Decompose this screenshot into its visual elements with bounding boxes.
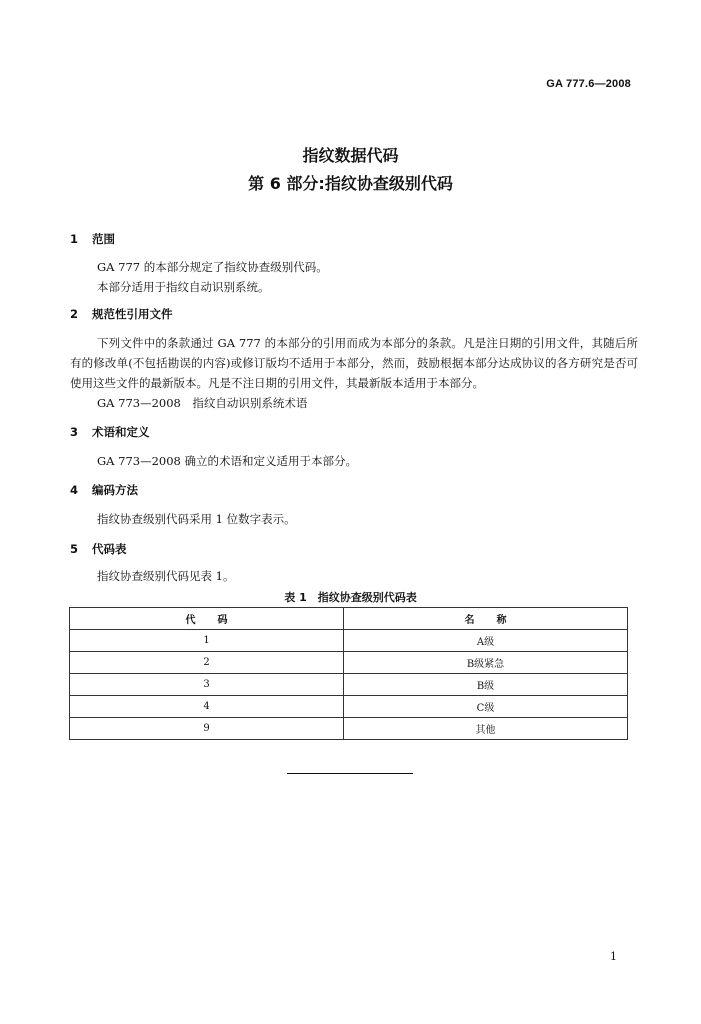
section-1-paragraph-1: GA 777 的本部分规定了指纹协查级别代码。 <box>97 260 328 274</box>
section-number: 2 <box>70 307 79 321</box>
section-5-paragraph-1: 指纹协查级别代码见表 1。 <box>97 569 235 583</box>
column-header-name-label: 名称 <box>464 615 529 626</box>
name-cell: A级 <box>344 630 628 652</box>
section-title: 编码方法 <box>92 483 138 497</box>
table-row <box>70 630 628 652</box>
section-3-heading <box>70 424 150 440</box>
code-cell: 1 <box>70 630 344 652</box>
column-header-code-label: 代码 <box>185 615 250 626</box>
table-row <box>70 674 628 696</box>
name-cell: B级 <box>344 674 628 696</box>
page-number: 1 <box>610 950 617 963</box>
section-title: 规范性引用文件 <box>92 307 173 321</box>
document-code: GA 777.6—2008 <box>546 78 631 90</box>
code-cell: 2 <box>70 652 344 674</box>
section-title: 范围 <box>92 232 115 246</box>
column-header-code <box>70 608 344 630</box>
section-1-paragraph-2: 本部分适用于指纹自动识别系统。 <box>97 280 270 294</box>
code-cell: 9 <box>70 718 344 740</box>
name-cell: B级紧急 <box>344 652 628 674</box>
table-row <box>70 718 628 740</box>
table-header-row <box>70 608 628 630</box>
section-number: 4 <box>70 483 79 497</box>
section-4-heading <box>70 482 138 498</box>
document-subtitle: 第 6 部分:指纹协查级别代码 <box>248 174 453 193</box>
section-number: 1 <box>70 232 79 246</box>
name-cell: C级 <box>344 696 628 718</box>
section-2-heading <box>70 306 173 322</box>
section-title: 代码表 <box>92 542 127 556</box>
section-2-paragraph-1: 下列文件中的条款通过 GA 777 的本部分的引用而成为本部分的条款。凡是注日期的引用文件，其随后所有的修改单(不包括勘误的内容)或修订版均不适用于本部分，然而，鼓励根据本部分达成协议的各方研究是否可使用这些文件的最新版本。凡是不注日期的引用文件，其最新版本适用于本部分。 <box>70 336 638 390</box>
section-4-paragraph-1: 指纹协查级别代码采用 1 位数字表示。 <box>97 512 296 526</box>
table-caption: 表 1 指纹协查级别代码表 <box>284 591 417 604</box>
table-row <box>70 652 628 674</box>
section-3-paragraph-1: GA 773—2008 确立的术语和定义适用于本部分。 <box>97 454 358 468</box>
table-row <box>70 696 628 718</box>
section-5-heading <box>70 541 127 557</box>
column-header-name <box>344 608 628 630</box>
section-1-heading <box>70 231 115 247</box>
section-number: 5 <box>70 542 79 556</box>
code-cell: 3 <box>70 674 344 696</box>
section-title: 术语和定义 <box>92 425 150 439</box>
end-of-document-rule <box>287 773 413 774</box>
name-cell: 其他 <box>344 718 628 740</box>
document-title: 指纹数据代码 <box>302 146 399 165</box>
section-number: 3 <box>70 425 79 439</box>
code-cell: 4 <box>70 696 344 718</box>
section-2-reference: GA 773—2008 指纹自动识别系统术语 <box>97 396 308 410</box>
code-table <box>69 607 628 740</box>
